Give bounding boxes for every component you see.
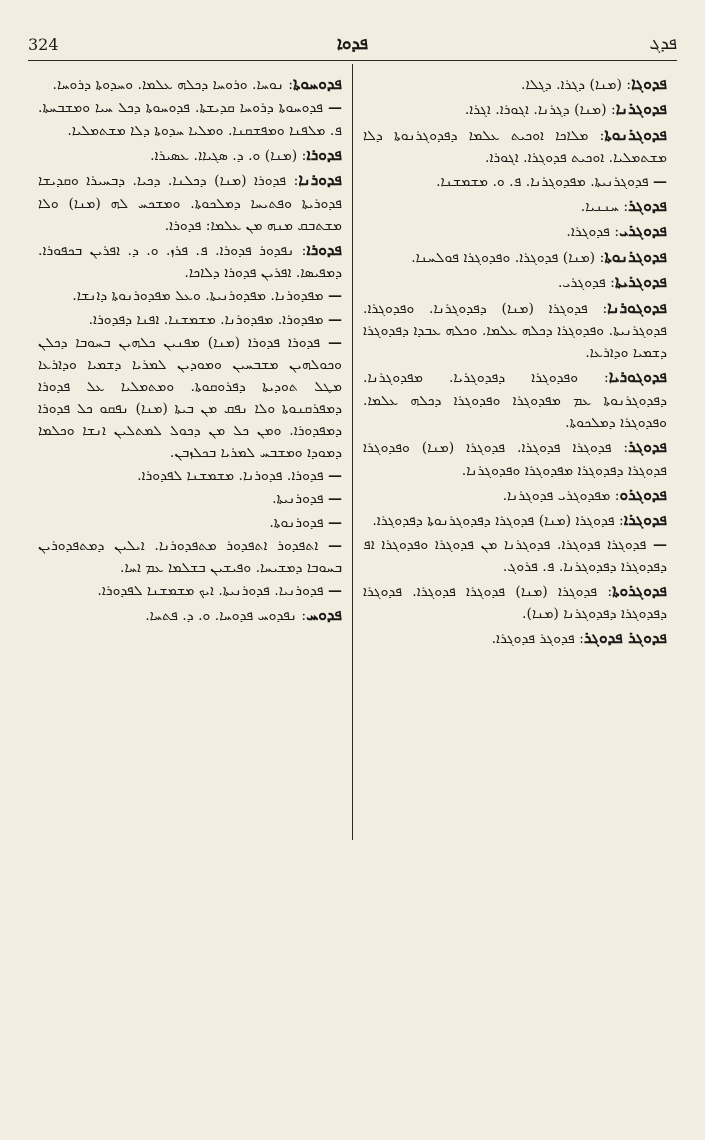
left-column <box>28 64 352 840</box>
entry-definition: ܦܕܘܪܐ. ܦܕܘܪܢܐ. ܡܫܡܫܢܐ ܠܦܕܘܪܐ. <box>137 468 324 485</box>
dictionary-entry <box>363 97 667 121</box>
dictionary-entry <box>38 512 342 534</box>
dictionary-entry <box>38 580 342 602</box>
entry-headword: ܦܕܘܓܪܝ <box>619 221 667 241</box>
entry-definition: : ܦܕܘܓܪܐ ܦܕܘܓܪܐ. ܦܕܘܓܪܐ (ܡܢܐ) ܘܦܕܘܓܪܐ ܦܕܘܓܪܐ ܕܦܕܘܓܪܐ ܡܦܕܘܓܪܐ ܘܦܕܘܓܪܢܐ. <box>363 440 667 479</box>
subentry-dash: — <box>328 491 342 508</box>
entry-headword: ܦܕܘܪܢܐ <box>298 170 342 190</box>
entry-headword: ܦܕܘܓܐ <box>631 74 667 93</box>
dictionary-entry <box>363 171 667 193</box>
entry-headword: ܦܕܘܓܘܪܢܐ <box>607 297 667 317</box>
entry-definition: ܦܕܘܪܐ ܦܕܘܪܐ (ܡܢܐ) ܡܦܢܝܢ ܟܠܗܝܢ ܒܚܘܒܐ ܕܟܠܢ ܘܟܘܠܗܝܢ ܡܫܒܚܝܢ ܘܡܘܕܝܢ ܠܡܪܝܐ ܕܫܡܝܐ ܘܕܐܪܥܐ ܡܛܠ ܬܘܕܝܬܐ ܕܦܪܘܩܘܬܐ. ܘܡܬܡܠܝܐ ܥܠ ܦܕܘܪܐ ܕܡܦܪܩܢܘܬܐ ܘܠܐ ܢܦܩ ܡܢ ܒܝܬܐ (ܡܢܐ) ܢܦܩܘ ܟܠ ܦܕܘܪܐ ܕܡܦܕܘܪܐ. ܘܡܢ ܟܠ ܡܢ ܕܟܘܠ ܠܡܬܠܝܢ ܐܢܫܐ ܘܟܠܡܐ ܕܡܘܕܐ ܘܡܫܒܚ ܠܡܪܝܐ ܒܟܠܙܒܢ. <box>38 334 342 462</box>
dictionary-entry <box>363 435 667 482</box>
entry-headword: ܦܕܘܓܪܢܐ <box>615 99 667 119</box>
entry-definition: : (ܡܢܐ) ܕܓܪܢܐ. ܐܓܘܪܐ. ܐܓܪܐ. <box>464 102 616 119</box>
dictionary-entry <box>38 285 342 307</box>
dictionary-entry <box>363 365 667 434</box>
right-catchword: ܦܕܓ <box>649 34 677 54</box>
entry-headword: ܦܕܘܓܪܝܬܐ <box>614 272 667 292</box>
dictionary-entry <box>363 245 667 269</box>
dictionary-entry <box>38 332 342 465</box>
dictionary-entry <box>38 143 342 167</box>
entry-definition: : ܚܢܢܝܐ. <box>580 198 629 215</box>
entry-definition: : (ܡܢܐ) ܘ. ܕ. ܣܓܝܐܐ. ܥܣܝܪܐ. <box>150 147 307 164</box>
entry-definition: : ܢܘܚܐ. ܘܪܘܚܐ ܕܟܠܗ ܥܠܡܐ. ܘܚܕܘܬܐ ܕܪܘܚܐ. <box>52 77 293 93</box>
dictionary-entry <box>38 603 342 627</box>
subentry-dash: — <box>328 537 343 554</box>
dictionary-entry <box>363 483 667 507</box>
dictionary-entry <box>363 626 667 650</box>
dictionary-entry <box>38 535 342 579</box>
dictionary-entry <box>363 534 667 578</box>
entry-definition: : ܦܕܘܓܪܐ (ܡܢܐ) ܦܕܘܓܪܐ ܦܕܘܓܪܐ. ܦܕܘܓܪܐ ܕܦܕܘܓܪܐ ܕܦܕܘܓܪܢܐ (ܡܢܐ). <box>363 583 667 623</box>
dictionary-entry <box>38 72 342 96</box>
subentry-dash: — <box>328 334 342 351</box>
subentry-dash: — <box>328 468 342 485</box>
subentry-dash: — <box>328 311 342 328</box>
entry-definition: ܦܕܘܪܢܝܬܐ. <box>272 491 324 508</box>
entry-definition: ܦܕܘܓܪܐ ܦܕܘܓܪܐ. ܦܕܘܓܪܢܐ ܡܢ ܦܕܘܓܪܐ ܘܦܕܘܓܪܐ ܐܦ ܕܦܕܘܓܪܐ ܕܦܕܘܓܪܢܐ. ܦ. ܦܪܘܓ. <box>363 536 667 575</box>
entry-headword: ܦܕܘܓܪ <box>628 195 667 215</box>
entry-definition: : ܡܠܐܟܐ ܐܘܟܝܬ ܥܠܡܐ ܕܦܕܘܓܪܢܘܬܐ ܕܠܐ ܡܫܬܡܠܝܐ. ܐܘܟܝܬ ܦܕܘܓܪܐ. ܐܓܘܪܐ. <box>363 127 667 167</box>
dictionary-entry <box>38 309 342 331</box>
entry-definition: : ܦܕܘܪܐ (ܡܢܐ) ܕܟܠܢܐ. ܕܟܝܐ. ܕܒܚܝܪܐ ܘܩܕܝܫܐ ܦܕܘܪܝܬܐ ܘܦܬܝܚܐ ܕܡܠܟܘܬܐ. ܘܡܫܟܚ ܠܗ (ܡܢܐ) ܘܠܐ ܡܫܬܒܩ ܡܢܗ ܡܢ ܥܠܡܐ: ܦܕܘܪܐ. <box>38 173 342 234</box>
subentry-dash: — <box>328 100 343 117</box>
entry-definition: ܡܦܕܘܪܢܐ. ܡܦܕܘܪܢܝܬܐ. ܘܥܠ ܡܦܕܘܪܢܘܬܐ ܕܐܢܫܐ. <box>72 288 324 305</box>
subentry-dash: — <box>328 582 342 599</box>
header-rule <box>28 60 677 61</box>
dictionary-entry <box>363 579 667 626</box>
entry-definition: ܐܬܦܕܘܪ ܐܬܦܕܘܪ ܡܬܦܕܘܪܢܐ. ܐܝܠܝܢ ܕܡܬܦܕܘܪܝܢ ܒܚܘܒܐ ܕܡܫܝܚܐ. ܘܦܝܫܝܢ ܒܫܠܡܐ ܥܡ ܐܚܐ. <box>38 537 342 576</box>
entry-headword: ܦܕܘܪܐ <box>306 144 342 164</box>
entry-definition: : (ܡܢܐ) ܦܕܘܓܪܐ. ܘܦܕܘܓܪܐ ܦܘܠܚܢܐ. <box>411 249 605 266</box>
entry-definition: ܦܕܘܪܢܘܬܐ. <box>269 514 324 531</box>
two-column-body <box>28 64 677 840</box>
dictionary-entry <box>38 168 342 237</box>
subentry-dash: — <box>328 514 342 531</box>
entry-headword: ܦܕܘܓܪܢܘܬܐ <box>604 124 667 144</box>
dictionary-entry <box>38 465 342 487</box>
entry-definition: : ܦܕܘܓܪܐ. <box>566 224 620 241</box>
right-column <box>353 64 677 840</box>
entry-definition: : ܦܕܘܓܪܐ (ܡܢܐ) ܕܦܕܘܓܪܢܐ. ܘܦܕܘܓܪܐ. ܦܕܘܓܪܢܝܬܐ. ܘܦܕܘܓܪܐ ܕܟܠܗ ܥܠܡܐ. ܘܟܠܗ ܥܒܕܐ ܕܦܕܘܓܪܐ ܕܫܡܝܐ ܘܕܐܪܥܐ. <box>363 300 667 362</box>
entry-definition: ܡܦܕܘܪܐ. ܡܦܕܘܪܢܐ. ܡܫܡܫܢܐ. ܐܦܢܐ ܕܦܕܘܪܐ. <box>88 311 324 328</box>
entry-headword: ܦܕܘܓܪ <box>628 437 667 457</box>
entry-definition: : ܢܦܕܘܚ ܦܕܘܚܐ. ܘ. ܕ. ܦܬܚܐ. <box>145 608 307 625</box>
subentry-dash: — <box>328 288 342 305</box>
entry-definition: : ܢܦܕܘܪ ܦܕܘܪܐ. ܦ. ܦܪܙ. ܘ. ܕ. ܐܦܪܝܢ ܒܟܦܘܪܐ. ܕܡܦܝܣܐ. ܐܦܪܝܢ ܦܕܘܪܐ ܕܠܐܟܐ. <box>38 242 342 282</box>
entry-definition: : ܘܦܕܘܓܪܐ ܕܦܕܘܓܪܝܐ. ܡܦܕܘܓܪܢܐ. ܕܦܕܘܓܪܢܘܬܐ ܥܡ ܡܦܕܘܓܪܐ ܘܦܕܘܓܪܐ ܕܟܠܗ ܥܠܡܐ. ܘܦܕܘܓܪܐ ܕܡܠܟܘܬܐ. <box>363 370 667 431</box>
entry-definition: : (ܡܢܐ) ܕܓܪܐ. ܕܓܠܐ. <box>521 77 632 93</box>
entry-headword: ܦܕܘܓܪ ܦܕܘܓܪ <box>583 628 667 648</box>
entry-headword: ܦܕܘܓܘܪܝܐ <box>608 367 667 387</box>
running-head <box>28 32 677 56</box>
subentry-dash: — <box>653 536 667 553</box>
dictionary-entry <box>363 194 667 218</box>
entry-headword: ܦܕܘܓܪܘ <box>619 484 667 504</box>
entry-definition: ܦܕܘܪܢܝܐ. ܦܕܘܪܢܝܬܐ. ܐܝܟ ܡܫܡܫܢܐ ܠܦܕܘܪܐ. <box>97 582 324 599</box>
entry-definition: : ܦܕܘܓܪܐ (ܡܢܐ) ܦܕܘܓܪܐ ܕܦܕܘܓܪܢܘܬܐ ܕܦܕܘܓܪܐ. <box>372 513 624 530</box>
center-catchword: ܦܕܘܐ <box>336 34 369 54</box>
dictionary-entry <box>363 123 667 170</box>
subentry-dash: — <box>653 173 667 190</box>
dictionary-entry <box>363 219 667 243</box>
entry-headword: ܦܕܘܪܐ <box>306 239 342 259</box>
entry-definition: ܦܕܘܓܪܢܝܬܐ. ܡܦܕܘܓܪܢܐ. ܦ. ܘ. ܡܫܡܫܢܐ. <box>436 173 649 190</box>
entry-headword: ܦܕܘܓܪܘܬܐ <box>612 580 667 600</box>
entry-definition: : ܦܕܘܓܪ ܦܕܘܓܪܐ. <box>491 631 584 648</box>
entry-headword: ܦܕܘܓܪܐ <box>623 510 667 530</box>
dictionary-entry <box>38 488 342 510</box>
entry-definition: : ܡܦܕܘܓܪܝ ܦܕܘܓܪܢܐ. <box>502 487 620 504</box>
entry-definition: : ܦܕܘܓܪܝ. <box>557 275 615 292</box>
entry-definition: ܦܕܘܚܘܬܐ ܕܪܘܚܐ ܩܕܝܫܬܐ. ܦܕܘܚܘܬܐ ܕܟܠ ܚܝܐ ܘܡܫܒܚܬܐ. ܦ. ܡܠܦܢܐ ܘܡܦܫܩܢܐ. ܘܡܠܝܐ ܚܕܘܬܐ ܕܠܐ ܡܫܬܡܠܝܐ. <box>38 100 342 139</box>
entry-headword: ܦܕܘܚܘܬܐ <box>293 74 342 93</box>
dictionary-entry <box>38 238 342 285</box>
entry-headword: ܦܕܘܓܪܢܘܬܐ <box>604 246 667 266</box>
dictionary-entry <box>363 296 667 365</box>
dictionary-entry <box>363 270 667 294</box>
page-number: 324 <box>28 34 59 54</box>
dictionary-entry <box>363 72 667 96</box>
dictionary-entry <box>38 97 342 141</box>
dictionary-entry <box>363 508 667 532</box>
entry-headword: ܦܕܘܚ <box>306 605 342 625</box>
